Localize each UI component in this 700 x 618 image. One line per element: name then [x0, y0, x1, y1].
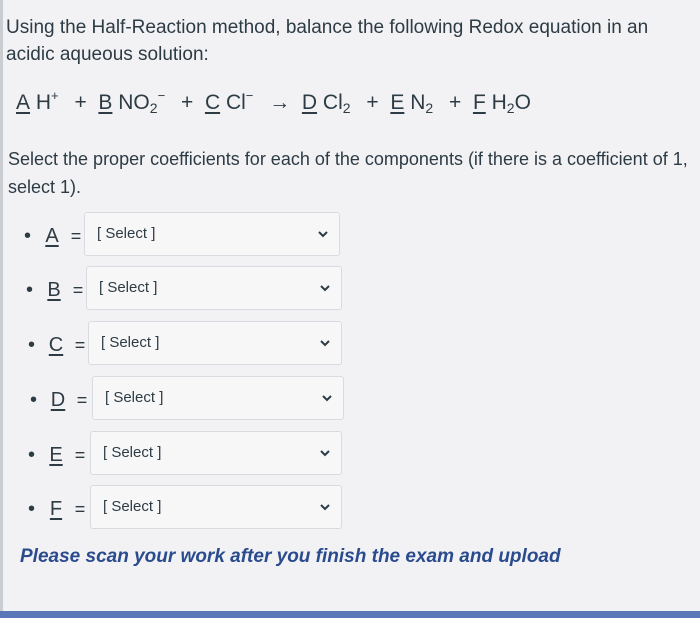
select-b[interactable] [86, 266, 342, 310]
label-c: C [48, 333, 64, 356]
select-d[interactable] [92, 376, 344, 420]
answer-row-b [26, 268, 90, 312]
label-b: B [47, 278, 61, 301]
bullet: • [26, 278, 34, 301]
label-e: E [49, 443, 63, 466]
plus-sign: + [449, 91, 462, 114]
question-intro: Using the Half-Reaction method, balance the following Redox equation in an acidic aqueous solution: [6, 17, 649, 65]
coef-e: E [390, 91, 405, 114]
equals-sign: = [74, 334, 86, 355]
chevron-down-icon [321, 392, 333, 404]
coef-d: D [301, 91, 318, 114]
select-a[interactable] [84, 212, 340, 256]
select-b-value: [ Select ] [99, 279, 158, 296]
equals-sign: = [74, 444, 86, 465]
coef-a: A [16, 91, 31, 114]
select-e-value: [ Select ] [103, 444, 162, 461]
chevron-down-icon [319, 447, 331, 459]
label-d: D [50, 388, 66, 411]
question-instruction: Select the proper coefficients for each of the components (if there is a coefficient of 1, select 1). [8, 149, 688, 197]
chevron-down-icon [317, 228, 329, 240]
coef-b: B [98, 91, 113, 114]
h-ion: H+ [35, 88, 59, 114]
bullet: • [24, 224, 32, 247]
plus-sign: + [74, 91, 87, 114]
equals-sign: = [74, 498, 86, 519]
chlorine: $Cl_2$ [322, 91, 351, 116]
select-a-value: [ Select ] [97, 225, 156, 242]
select-f-value: [ Select ] [103, 498, 162, 515]
select-f[interactable] [90, 485, 342, 529]
answer-row-c [28, 323, 92, 367]
equals-sign: = [72, 279, 84, 300]
chevron-down-icon [319, 282, 331, 294]
redox-equation [16, 88, 531, 116]
plus-sign: + [181, 91, 194, 114]
reaction-arrow: → [269, 91, 291, 114]
upload-instruction: Please scan your work after you finish the exam and upload [20, 546, 561, 567]
plus-sign: + [366, 91, 379, 114]
equals-sign: = [70, 225, 82, 246]
coef-c: C [204, 91, 221, 114]
chevron-down-icon [319, 501, 331, 513]
water: $H_2O$ [491, 91, 531, 116]
answer-row-e [28, 433, 92, 477]
bullet: • [28, 333, 36, 356]
bullet: • [30, 388, 38, 411]
left-border [0, 0, 3, 618]
equals-sign: = [76, 389, 88, 410]
select-c[interactable] [88, 321, 342, 365]
chevron-down-icon [319, 337, 331, 349]
chloride-ion: Cl− [225, 88, 254, 114]
nitrogen: $N_2$ [410, 91, 434, 116]
label-f: F [49, 497, 63, 520]
select-e[interactable] [90, 431, 342, 475]
label-a: A [45, 224, 59, 247]
bullet: • [28, 443, 36, 466]
answer-row-d [30, 378, 94, 422]
answer-row-a [24, 214, 88, 258]
bottom-bar [0, 611, 700, 618]
coef-f: F [472, 91, 486, 114]
select-c-value: [ Select ] [101, 334, 160, 351]
select-d-value: [ Select ] [105, 389, 164, 406]
answer-row-f [28, 487, 92, 531]
bullet: • [28, 497, 36, 520]
nitrite-ion: $NO_2^-$ [118, 88, 166, 116]
